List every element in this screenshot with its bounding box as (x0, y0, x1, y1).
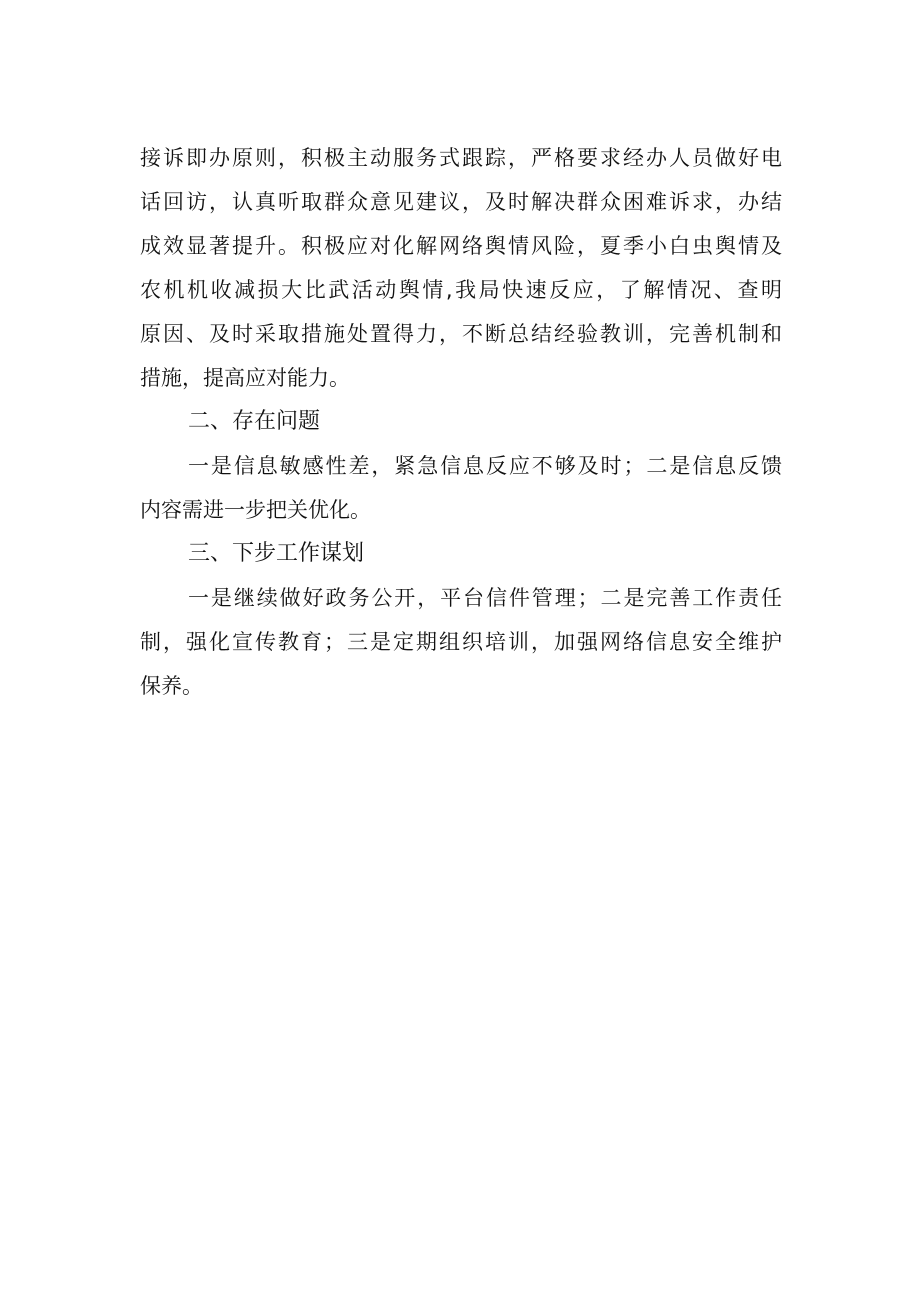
paragraph-line: 农机机收减损大比武活动舆情,我局快速反应，了解情况、查明 (140, 278, 782, 302)
paragraph-line: 原因、及时采取措施处置得力，不断总结经验教训，完善机制和 (140, 322, 782, 346)
paragraph-line: 接诉即办原则，积极主动服务式跟踪，严格要求经办人员做好电 (140, 146, 782, 170)
paragraph-problems (140, 444, 782, 532)
paragraph-line: 内容需进一步把关优化。 (140, 498, 371, 522)
paragraph-line: 保养。 (140, 674, 203, 698)
section-heading-problems: 二、存在问题 (188, 409, 321, 434)
paragraph-1 (140, 136, 782, 400)
section-heading-next-steps: 三、下步工作谋划 (188, 541, 365, 566)
paragraph-line: 一是信息敏感性差，紧急信息反应不够及时；二是信息反馈 (188, 454, 782, 478)
paragraph-line: 制，强化宣传教育；三是定期组织培训，加强网络信息安全维护 (140, 630, 782, 654)
paragraph-line: 措施，提高应对能力。 (140, 366, 350, 390)
paragraph-line: 话回访，认真听取群众意见建议，及时解决群众困难诉求，办结 (140, 190, 782, 214)
paragraph-line: 一是继续做好政务公开，平台信件管理；二是完善工作责任 (188, 586, 782, 610)
paragraph-line: 成效显著提升。积极应对化解网络舆情风险，夏季小白虫舆情及 (140, 234, 782, 258)
paragraph-next-steps (140, 576, 782, 708)
document-body (140, 136, 782, 708)
